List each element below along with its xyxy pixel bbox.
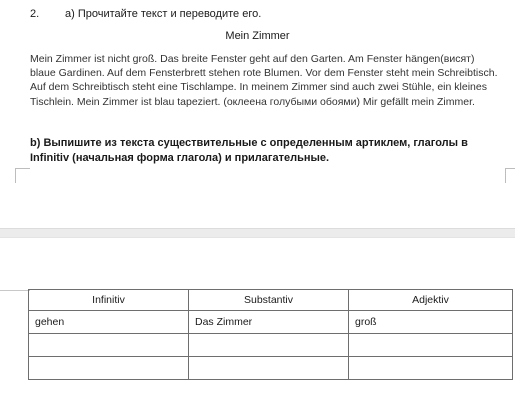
margin-line [0,290,30,291]
answer-table [28,289,513,380]
table-row [29,334,513,357]
exercise-number: 2. [30,8,40,20]
cell-substantiv [189,357,349,380]
cell-infinitiv [29,357,189,380]
cell-adjektiv [349,357,513,380]
table-row [29,357,513,380]
page-corner-mark-left [15,168,30,183]
cell-adjektiv [349,334,513,357]
cell-infinitiv: gehen [29,311,189,334]
cell-substantiv [189,334,349,357]
table-header-row [29,290,513,311]
table-row [29,311,513,334]
cell-substantiv: Das Zimmer [189,311,349,334]
text-title: Mein Zimmer [225,30,290,42]
page-corner-mark-right [505,168,515,183]
text-paragraph: Mein Zimmer ist nicht groß. Das breite Fenster geht auf den Garten. Am Fenster hängen(висят) blaue Gardinen. Auf dem Fensterbrett stehen rote Blumen. Vor dem Fenster steht mein Schreibtisch. Auf dem Schreibtisch steht eine Tischlampe. In meinem Zimmer sind auch zwei Stühle, ein kleines Tischlein. Mein Zimmer ist blau tapeziert. (оклеена голубыми обоями) Mir gefällt mein Zimmer. [30,53,498,108]
header-adjektiv: Adjektiv [349,290,513,311]
page-break-gap [0,228,515,238]
cell-infinitiv [29,334,189,357]
cell-adjektiv: groß [349,311,513,334]
task-b-instruction: b) Выпишите из текста существительные с определенным артиклем, глаголы в Infinitiv (начальная форма глагола) и прилагательные. [30,137,468,164]
task-a-instruction: а) Прочитайте текст и переводите его. [65,8,262,20]
header-infinitiv: Infinitiv [29,290,189,311]
header-substantiv: Substantiv [189,290,349,311]
